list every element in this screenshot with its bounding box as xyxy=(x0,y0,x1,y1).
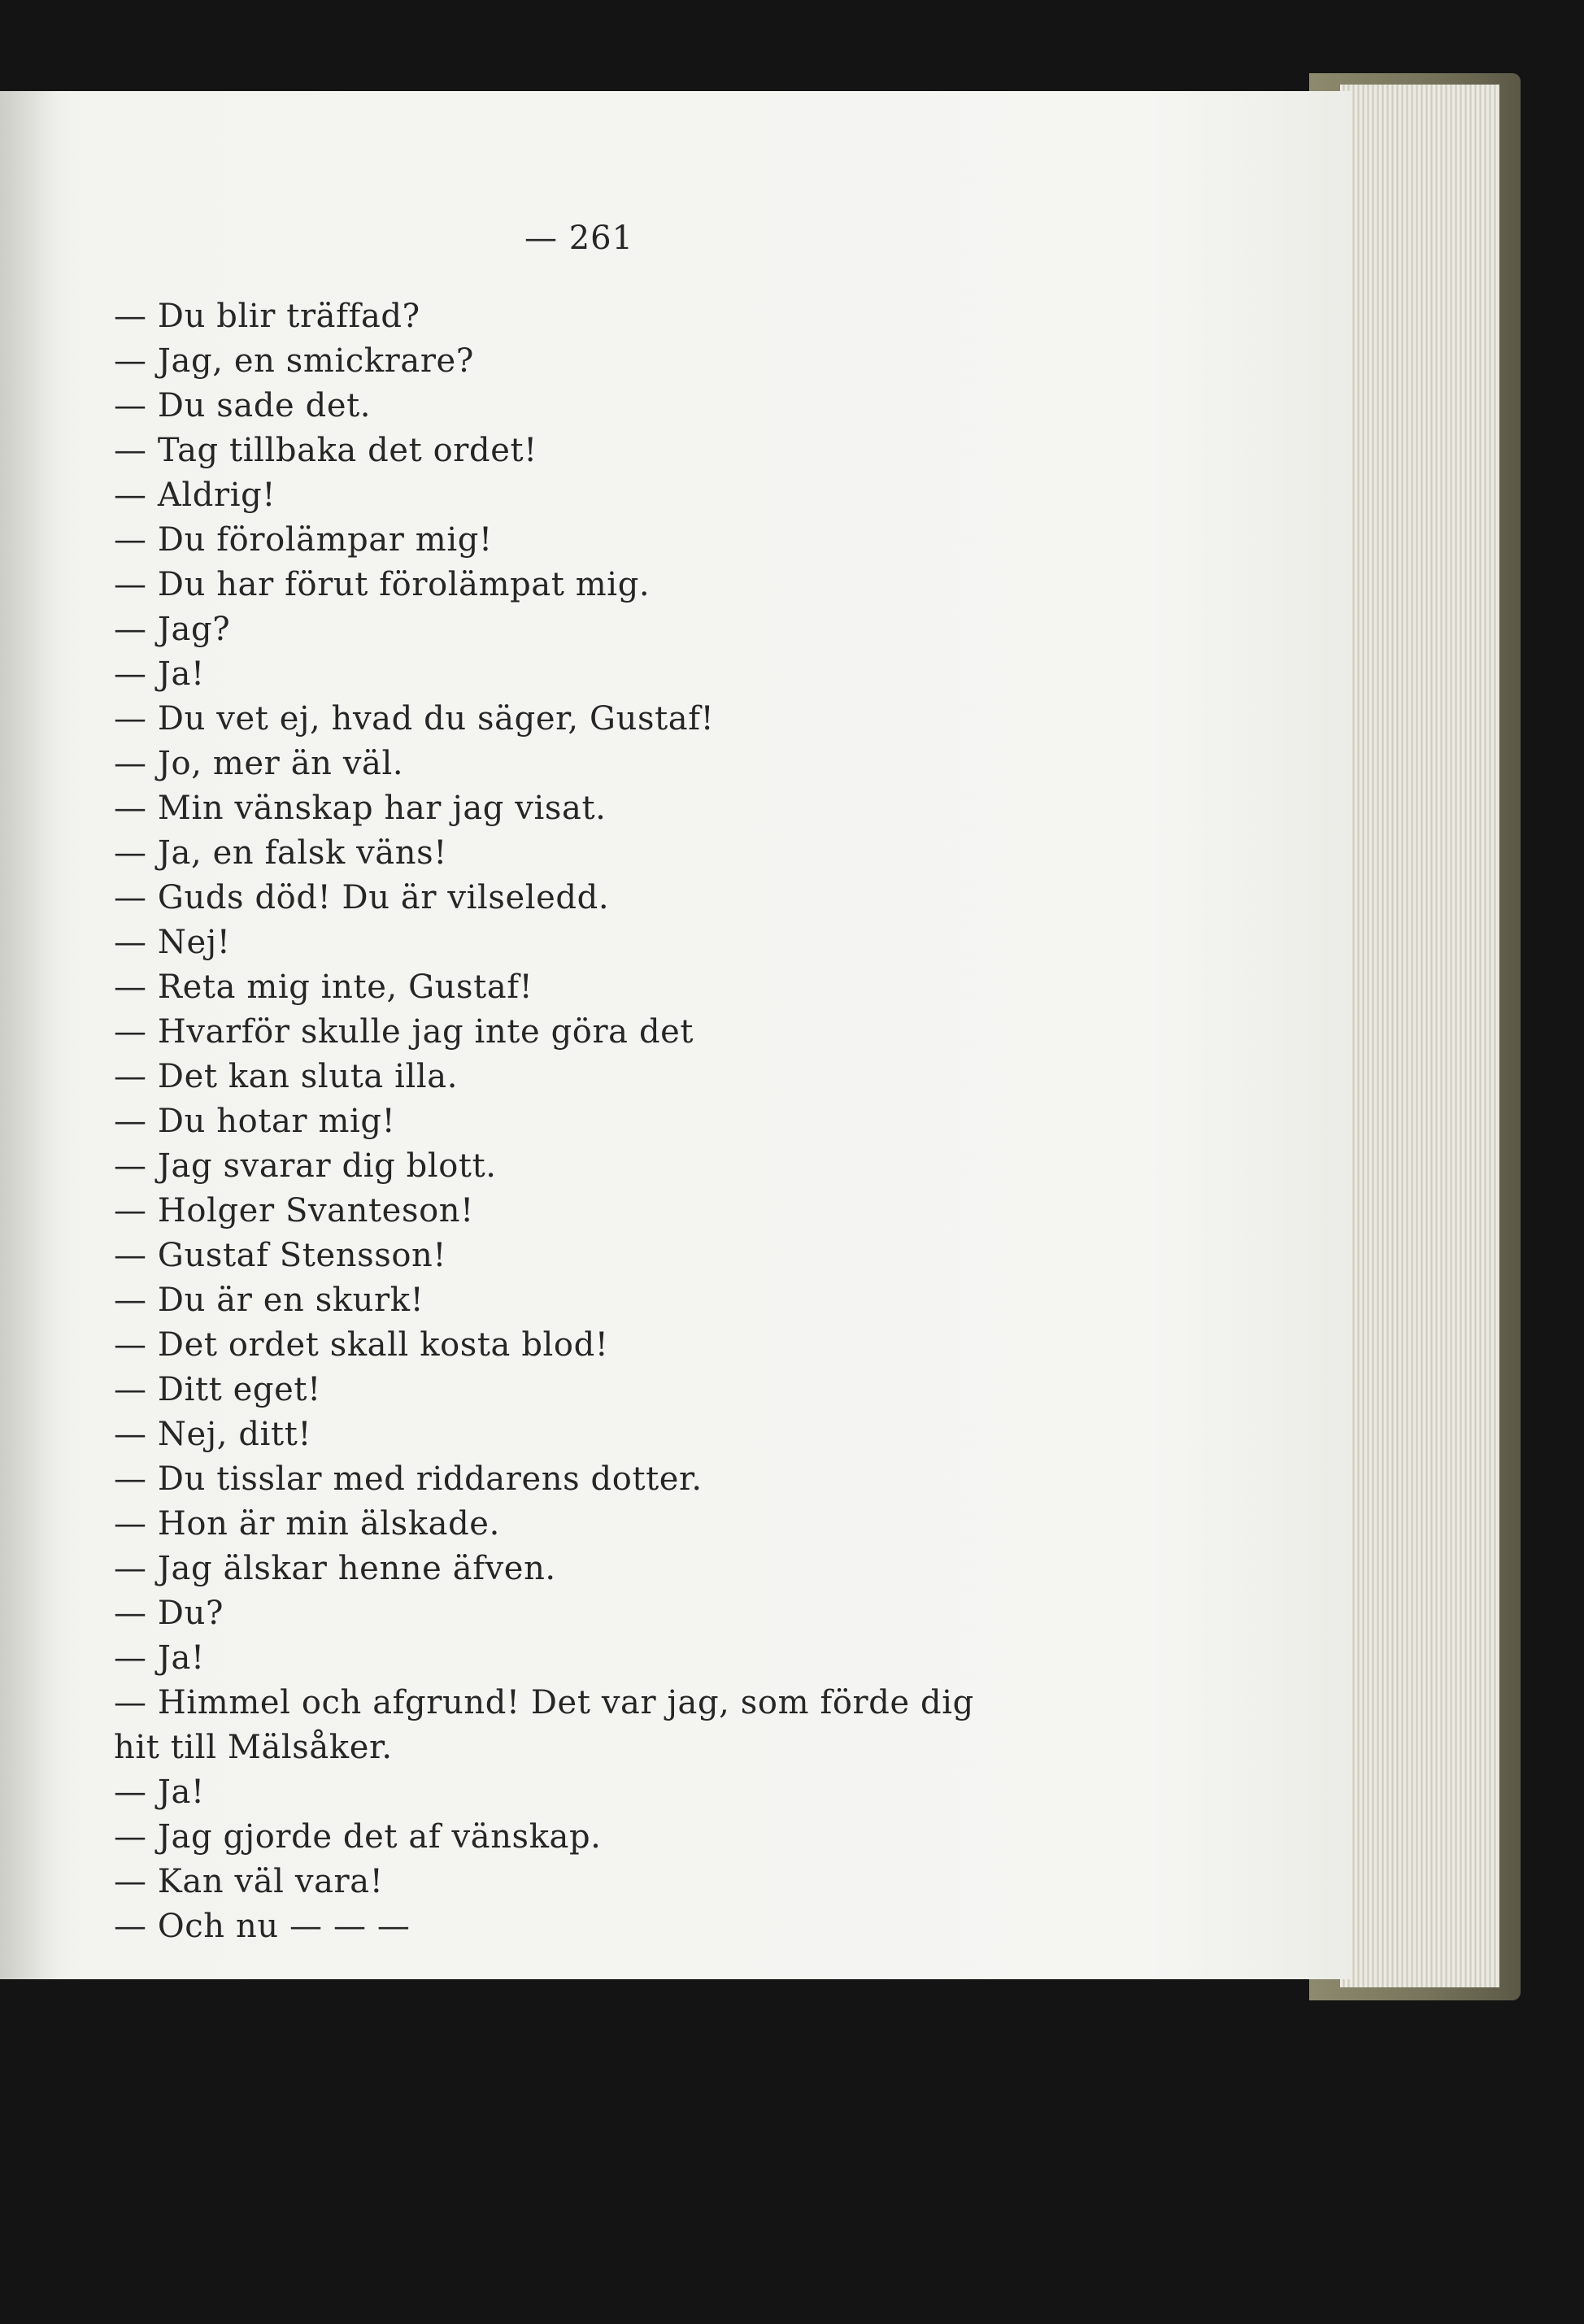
dialogue-line: — Himmel och afgrund! Det var jag, som förde dig xyxy=(114,1684,974,1721)
dialogue-line: — Reta mig inte, Gustaf! xyxy=(114,968,533,1006)
dialogue-line: — Nej, ditt! xyxy=(114,1416,312,1453)
dialogue-line: — Det ordet skall kosta blod! xyxy=(114,1326,609,1364)
page-edges xyxy=(1340,85,1499,1987)
dialogue-line: — Hvarför skulle jag inte göra det xyxy=(114,1013,694,1051)
dialogue-line: — Ja, en falsk väns! xyxy=(114,834,447,872)
dialogue-line: — Aldrig! xyxy=(114,477,276,514)
dialogue-line: — Hon är min älskade. xyxy=(114,1505,500,1543)
dialogue-line: — Ja! xyxy=(114,1639,205,1677)
dialogue-line: — Du är en skurk! xyxy=(114,1282,424,1319)
dialogue-line: — Tag tillbaka det ordet! xyxy=(114,432,537,469)
dialogue-line: — Jag älskar henne äfven. xyxy=(114,1550,556,1587)
dialogue-line: — Gustaf Stensson! xyxy=(114,1237,447,1274)
dialogue-line: — Jag gjorde det af vänskap. xyxy=(114,1818,602,1856)
dialogue-line: — Jo, mer än väl. xyxy=(114,745,404,782)
dialogue-line: — Du har förut förolämpat mig. xyxy=(114,566,651,603)
dialogue-line: — Du förolämpar mig! xyxy=(114,521,493,559)
dialogue-line: — Du? xyxy=(114,1595,224,1632)
dialogue-line-continuation: hit till Mälsåker. xyxy=(114,1729,393,1766)
dialogue-line: — Ditt eget! xyxy=(114,1371,321,1408)
dialogue-line: — Ja! xyxy=(114,1773,205,1811)
dialogue-line: — Du blir träffad? xyxy=(114,298,420,335)
dialogue-line: — Kan väl vara! xyxy=(114,1863,384,1900)
page-number: — 261 xyxy=(524,220,634,257)
dialogue-line: — Min vänskap har jag visat. xyxy=(114,790,607,827)
dialogue-line: — Och nu — — — xyxy=(114,1908,411,1945)
dialogue-line: — Det kan sluta illa. xyxy=(114,1058,459,1095)
dialogue-line: — Du hotar mig! xyxy=(114,1103,396,1140)
dialogue-lines xyxy=(114,294,1114,1949)
dialogue-line: — Du sade det. xyxy=(114,387,372,424)
dialogue-line: — Du vet ej, hvad du säger, Gustaf! xyxy=(114,700,715,738)
dialogue-line: — Nej! xyxy=(114,924,231,961)
dialogue-line: — Ja! xyxy=(114,655,205,693)
dialogue-line: — Du tisslar med riddarens dotter. xyxy=(114,1460,703,1498)
dialogue-line: — Holger Svanteson! xyxy=(114,1192,474,1229)
dialogue-line: — Jag svarar dig blott. xyxy=(114,1147,497,1185)
dialogue-line: — Jag, en smickrare? xyxy=(114,342,474,380)
dialogue-line: — Jag? xyxy=(114,611,231,648)
dialogue-line: — Guds död! Du är vilseledd. xyxy=(114,879,610,916)
